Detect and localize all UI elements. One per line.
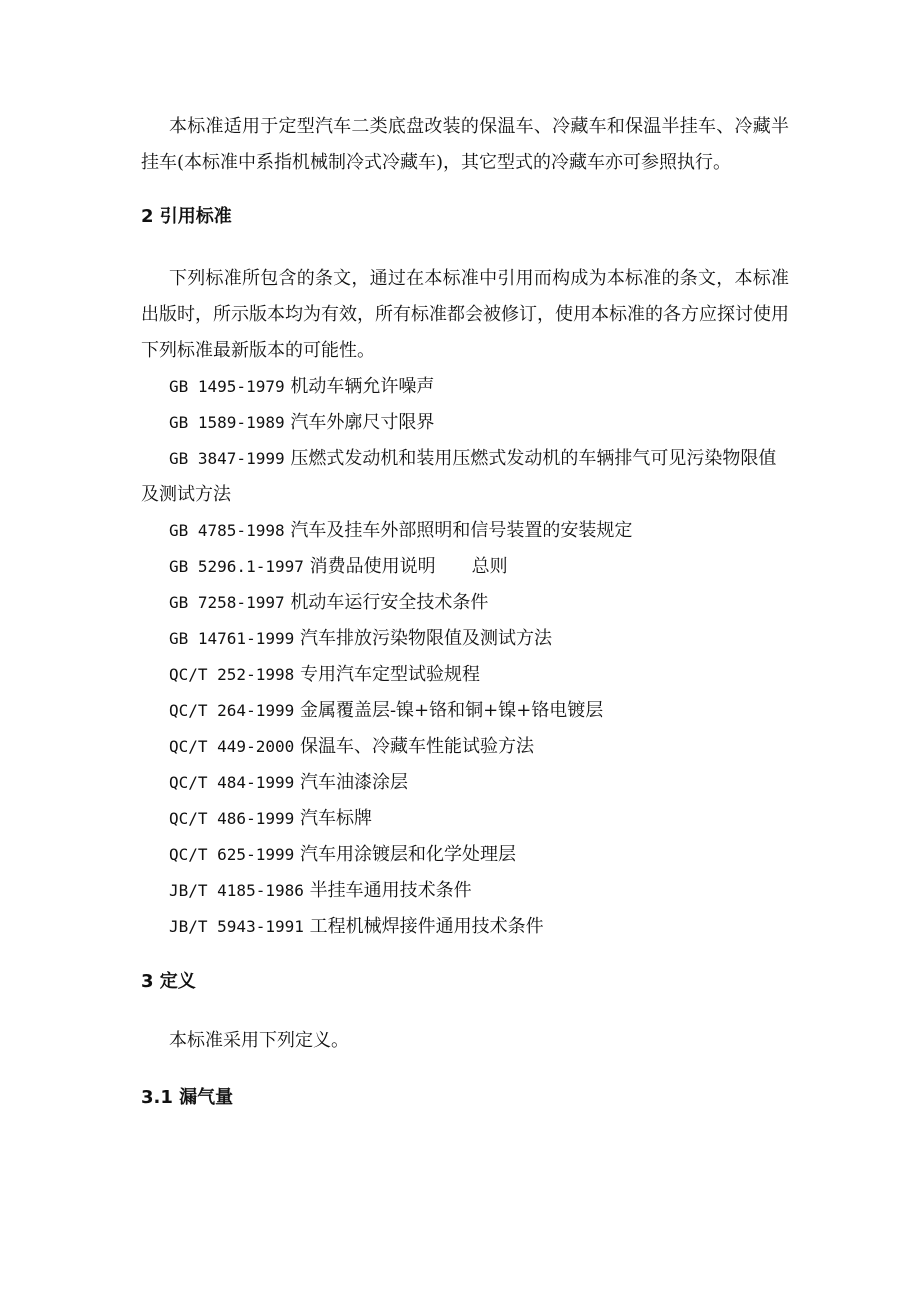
reference-item (141, 441, 789, 513)
section-2-heading: 2 引用标准 (141, 206, 232, 227)
reference-code: GB 3847-1999 (169, 449, 285, 468)
reference-item (141, 585, 789, 621)
reference-code: JB/T 4185-1986 (169, 881, 304, 900)
reference-code: QC/T 625-1999 (169, 845, 295, 864)
reference-item (141, 513, 789, 549)
reference-item (141, 801, 789, 837)
reference-code: JB/T 5943-1991 (169, 917, 304, 936)
reference-title: 汽车及挂车外部照明和信号装置的安装规定 (290, 520, 633, 541)
reference-item (141, 621, 789, 657)
reference-title: 汽车油漆涂层 (299, 772, 408, 793)
reference-code: QC/T 264-1999 (169, 701, 295, 720)
reference-item (141, 765, 789, 801)
reference-title: 压燃式发动机和装用压燃式发动机的车辆排气可见污染物限值及测试方法 (141, 448, 777, 505)
reference-title: 消费品使用说明 总则 (309, 556, 508, 577)
reference-title: 汽车外廓尺寸限界 (290, 412, 435, 433)
reference-code: QC/T 449-2000 (169, 737, 295, 756)
reference-item (141, 909, 789, 945)
reference-title: 专用汽车定型试验规程 (299, 664, 480, 685)
reference-item (141, 873, 789, 909)
section-3-heading: 3 定义 (141, 971, 196, 992)
reference-item (141, 657, 789, 693)
reference-item (141, 729, 789, 765)
reference-title: 保温车、冷藏车性能试验方法 (299, 736, 534, 757)
reference-item (141, 693, 789, 729)
reference-code: GB 1589-1989 (169, 413, 285, 432)
reference-title: 汽车排放污染物限值及测试方法 (299, 628, 552, 649)
reference-title: 半挂车通用技术条件 (309, 880, 472, 901)
section-2-paragraph: 下列标准所包含的条文，通过在本标准中引用而构成为本标准的条文，本标准出版时，所示版本均为有效，所有标准都会被修订，使用本标准的各方应探讨使用下列标准最新版本的可能性。 (141, 268, 789, 361)
reference-title: 汽车标牌 (299, 808, 372, 829)
reference-title: 机动车运行安全技术条件 (290, 592, 489, 613)
reference-code: GB 14761-1999 (169, 629, 295, 648)
reference-title: 工程机械焊接件通用技术条件 (309, 916, 544, 937)
reference-title: 机动车辆允许噪声 (290, 376, 435, 397)
reference-item (141, 549, 789, 585)
reference-title: 金属覆盖层-镍+铬和铜+镍+铬电镀层 (299, 700, 604, 721)
reference-code: QC/T 486-1999 (169, 809, 295, 828)
reference-code: GB 5296.1-1997 (169, 557, 304, 576)
intro-paragraph: 本标准适用于定型汽车二类底盘改装的保温车、冷藏车和保温半挂车、冷藏半挂车(本标准中系指机械制冷式冷藏车)，其它型式的冷藏车亦可参照执行。 (141, 116, 789, 173)
reference-code: GB 7258-1997 (169, 593, 285, 612)
reference-item (141, 837, 789, 873)
reference-code: QC/T 484-1999 (169, 773, 295, 792)
section-3-paragraph: 本标准采用下列定义。 (169, 1030, 349, 1051)
section-3-1-heading: 3.1 漏气量 (141, 1087, 234, 1108)
reference-item (141, 369, 789, 405)
reference-code: QC/T 252-1998 (169, 665, 295, 684)
reference-code: GB 1495-1979 (169, 377, 285, 396)
reference-title: 汽车用涂镀层和化学处理层 (299, 844, 516, 865)
reference-item (141, 405, 789, 441)
reference-code: GB 4785-1998 (169, 521, 285, 540)
reference-list (141, 369, 789, 945)
